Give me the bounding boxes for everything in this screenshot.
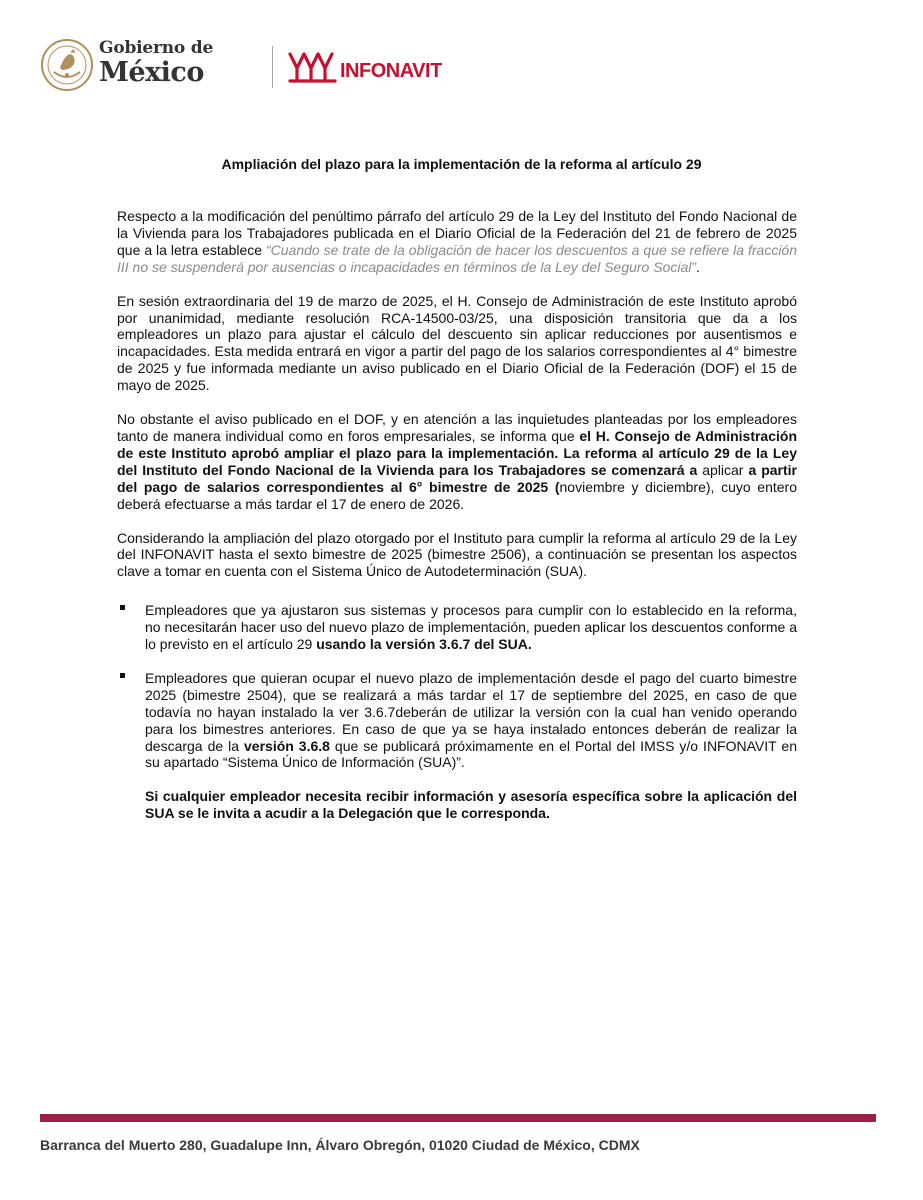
paragraph-1-end: . bbox=[696, 258, 700, 275]
key-aspects-list bbox=[117, 602, 797, 771]
paragraph-1 bbox=[117, 208, 797, 276]
infonavit-figures-icon bbox=[287, 48, 345, 84]
paragraph-3-bold-d: a partir del pago de salarios correspondientes al 6° bimestre de 2025 ( bbox=[117, 461, 797, 495]
infonavit-wordmark: INFONAVIT bbox=[340, 60, 442, 82]
law-quote: “Cuando se trate de la obligación de hacer los descuentos a que se refiere la fracción III no se suspenderá por ausencias o incapacidades en términos de la Ley del Seguro Social” bbox=[117, 241, 797, 275]
footer-address: Barranca del Muerto 280, Guadalupe Inn, Álvaro Obregón, 01020 Ciudad de México, CDMX bbox=[40, 1137, 640, 1153]
gobierno-logo-line2: México bbox=[99, 57, 204, 88]
paragraph-3-a: No obstante el aviso publicado en el DOF, y en atención a las inquietudes planteadas por los empleadores tanto de manera individual como en foros empresariales, se informa que bbox=[117, 411, 797, 444]
paragraph-1-text: Respecto a la modificación del penúltimo párrafo del artículo 29 de la Ley del Instituto del Fondo Nacional de la Vivienda para los Trabajadores publicada en el Diario Oficial de la Federación del 21 de febrero de 2025 que a la letra establece bbox=[117, 208, 797, 258]
bullet-1-bold: usando la versión 3.6.7 del SUA. bbox=[316, 636, 532, 653]
paragraph-3-bold-b: el H. Consejo de Administración de este Instituto aprobó ampliar el plazo para la implementación. La reforma al artículo 29 de la Ley del Instituto del Fondo Nacional de la Vivienda para los Trabajadores se comenzará a bbox=[117, 427, 797, 478]
escudo-nacional-seal-icon bbox=[40, 38, 94, 92]
bullet-1-text: Empleadores que ya ajustaron sus sistemas y procesos para cumplir con lo establecido en la reforma, no necesitarán hacer uso del nuevo plazo de implementación, pueden aplicar los descuentos conforme a lo previsto en el artículo 29 bbox=[145, 602, 797, 653]
paragraph-2: En sesión extraordinaria del 19 de marzo de 2025, el H. Consejo de Administración de este Instituto aprobó por unanimidad, mediante resolución RCA-14500-03/25, una disposición transitoria que da a los empleadores un plazo para ajustar el cálculo del descuento sin aplicar reducciones por ausentismos e incapacidades. Esta medida entrará en vigor a partir del pago de los salarios correspondientes al 4° bimestre de 2025 y fue informada mediante un aviso publicado en el Diario Oficial de la Federación (DOF) el 15 de mayo de 2025. bbox=[117, 292, 797, 394]
paragraph-3 bbox=[117, 411, 797, 512]
header-logos bbox=[40, 38, 460, 94]
paragraph-3-e: noviembre y diciembre), cuyo entero deberá efectuarse a más tardar el 17 de enero de 2026. bbox=[117, 478, 798, 512]
list-item bbox=[117, 602, 797, 653]
bullet-2-end: que se publicará próximamente en el Portal del IMSS y/o INFONAVIT en su apartado “Sistema Único de Información (SUA)”. bbox=[145, 737, 797, 771]
document-body bbox=[117, 208, 797, 839]
bullet-2-bold: versión 3.6.8 bbox=[244, 737, 330, 754]
gobierno-de-mexico-logo bbox=[99, 40, 213, 86]
footer-divider-bar bbox=[40, 1114, 876, 1122]
bullet-2-text: Empleadores que quieran ocupar el nuevo plazo de implementación desde el pago del cuarto bimestre 2025 (bimestre 2504), que se realizará a más tardar el 17 de septiembre del 2025, en caso de que todavía no hayan instalado la ver 3.6.7deberán de utilizar la versión con la cual han venido operando para los bimestres anteriores. En caso de que ya se haya instalado entonces deberán de realizar la descarga de la bbox=[145, 669, 797, 754]
logo-divider bbox=[272, 46, 273, 88]
paragraph-4: Considerando la ampliación del plazo otorgado por el Instituto para cumplir la reforma al artículo 29 de la Ley del INFONAVIT hasta el sexto bimestre de 2025 (bimestre 2506), a continuación se presentan los aspectos clave a tomar en cuenta con el Sistema Único de Autodeterminación (SUA). bbox=[117, 529, 797, 580]
list-item bbox=[117, 670, 797, 771]
square-bullet-icon bbox=[120, 673, 125, 678]
document-title: Ampliación del plazo para la implementación de la reforma al artículo 29 bbox=[221, 156, 702, 172]
paragraph-3-c: aplicar bbox=[697, 461, 749, 478]
square-bullet-icon bbox=[120, 605, 125, 610]
gobierno-logo-line1: Gobierno de bbox=[99, 38, 214, 58]
closing-note: Si cualquier empleador necesita recibir información y asesoría específica sobre la aplicación del SUA se le invita a acudir a la Delegación que le corresponda. bbox=[145, 788, 797, 822]
